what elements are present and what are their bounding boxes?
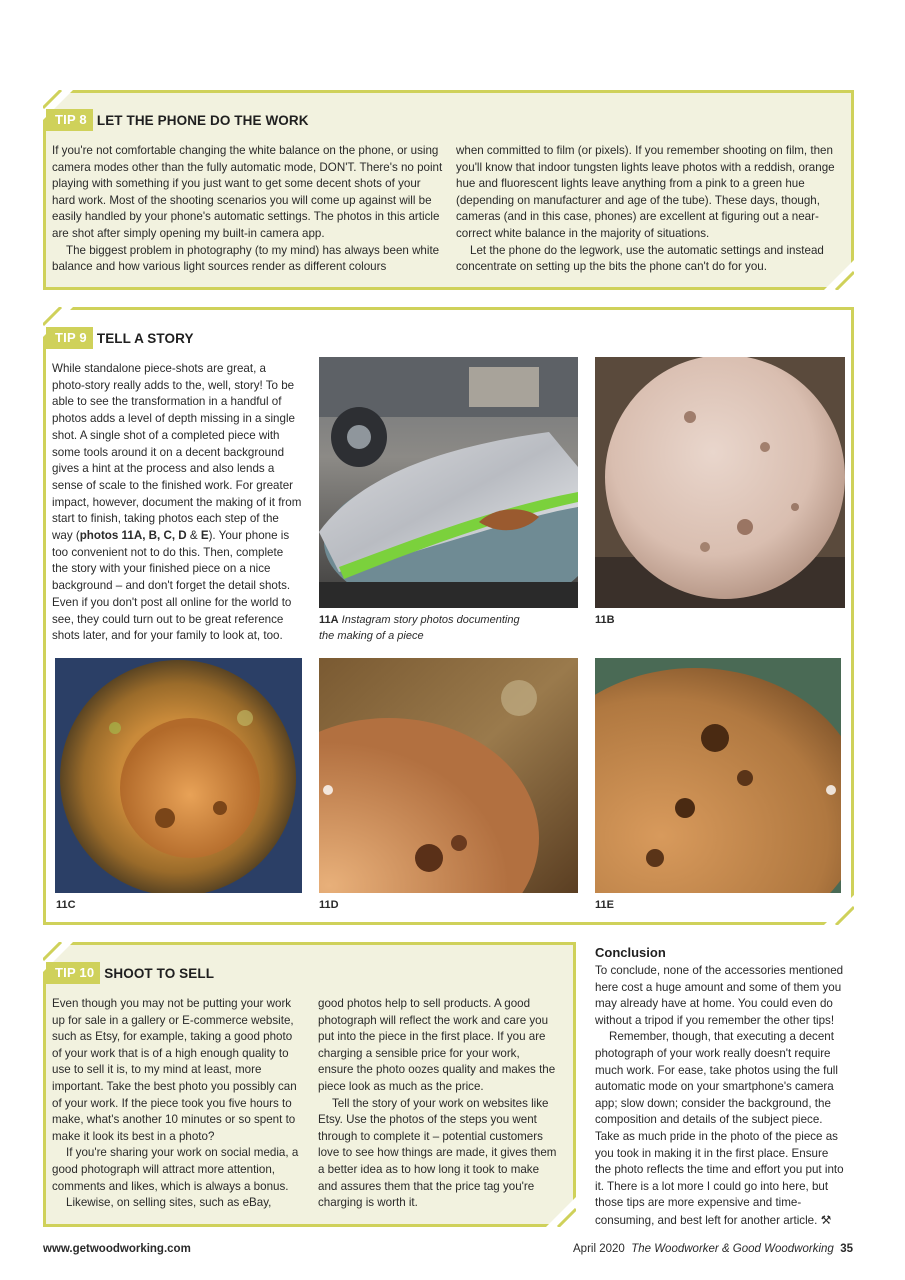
paragraph: To conclude, none of the accessories mentioned here cost a huge amount and some of them you may already have at home. You could even do without a tripod if you remember the other tips! xyxy=(595,964,844,1027)
tip10-title: SHOOT TO SELL xyxy=(104,965,215,981)
lathe-photo-illustration xyxy=(319,357,578,608)
text-run: ). Your phone is too convenient not to do this. Then, complete the story with your finished piece on a nice background – and don't forget the detail shots. Even if you don't post all online for the world to see, they could turn out to be great reference shots later, and for your family to look at, too. xyxy=(52,529,292,643)
page-number: 35 xyxy=(840,1243,853,1255)
footer-magazine: The Woodworker & Good Woodworking xyxy=(631,1243,834,1255)
caption-11c xyxy=(56,897,76,913)
caption-11d xyxy=(319,897,339,913)
text-run: & xyxy=(186,529,201,543)
tip8-title: LET THE PHONE DO THE WORK xyxy=(96,112,309,128)
tip10-badge: TIP 10 xyxy=(46,962,100,984)
tip8-column-2 xyxy=(456,143,841,276)
tip9-body xyxy=(52,361,302,645)
caption-11b xyxy=(595,612,615,628)
caption-label: 11E xyxy=(595,899,614,911)
paragraph: Likewise, on selling sites, such as eBay, xyxy=(66,1196,272,1210)
photo-11d xyxy=(319,658,578,893)
corner-cut xyxy=(824,895,854,925)
end-mark-icon: ⚒ xyxy=(820,1212,832,1227)
conclusion-heading: Conclusion xyxy=(595,945,666,960)
caption-text: Instagram story photos documenting the making of a piece xyxy=(319,614,520,642)
photo-11b xyxy=(595,357,845,608)
paragraph xyxy=(595,1029,845,1229)
tip9-title: TELL A STORY xyxy=(96,330,194,346)
conclusion-body xyxy=(595,963,845,1230)
paragraph: The biggest problem in photography (to my mind) has always been white balance and how various light sources render as different colours xyxy=(52,243,440,274)
paragraph: If you're sharing your work on social media, a good photograph will attract more attention, comments and likes, which is always a bonus. xyxy=(52,1146,299,1193)
caption-label: 11C xyxy=(56,899,76,911)
caption-label: 11D xyxy=(319,899,339,911)
caption-label: 11A xyxy=(319,614,339,626)
disc-photo-illustration xyxy=(595,357,845,608)
bowl-detail-illustration xyxy=(319,658,578,893)
footer-date: April 2020 xyxy=(573,1243,625,1255)
burl-detail-illustration xyxy=(595,658,841,893)
tip9-badge: TIP 9 xyxy=(46,327,93,349)
paragraph: good photos help to sell products. A good photograph will reflect the work and care you put into the piece in the first place. If you are charging a sensible price for your work, ensure the photo oozes quality and makes the piece look as much as the price. xyxy=(318,997,556,1093)
text-run: While standalone piece-shots are great, a photo-story really adds to the, well, story! To be able to see the transformation in a handful of photos adds a level of depth missing in a single shot. A single shot of a completed piece with some tools around it on a decent background gives a hint at the process and also lends a sense of scale to the finished work. For greater impact, however, document the making of it from start to finish, taking photos each step of the way ( xyxy=(52,362,302,543)
caption-11e xyxy=(595,897,614,913)
photo-11c xyxy=(55,658,302,893)
footer-issue xyxy=(573,1243,853,1255)
text-run: Remember, though, that executing a decent photograph of your work really doesn't require much work. For ease, take photos using the full automatic mode on your smartphone's camera app; slow down; consider the background, the composition and details of the subject piece. Take as much pride in the photo of the piece as you took in making it in the first place. Ensure the photo reflects the time and effort you put into it. There is a lot more I could go into here, but those tips are more expensive and time-consuming, and best left for another article. xyxy=(595,1030,844,1227)
footer-website: www.getwoodworking.com xyxy=(43,1243,191,1255)
bowl-photo-illustration xyxy=(55,658,302,893)
paragraph xyxy=(52,361,302,645)
photo-11e xyxy=(595,658,841,893)
bold-text: photos 11A, B, C, D xyxy=(79,529,187,543)
tip8-heading xyxy=(46,109,309,131)
caption-11a xyxy=(319,612,534,644)
paragraph: Tell the story of your work on websites like Etsy. Use the photos of the steps you went through to complete it – potential customers love to see how things are made, it gives them a better idea as to how long it took to make and assures them that the price tag you're charging is worth it. xyxy=(318,1096,557,1210)
tip10-column-1 xyxy=(52,996,302,1212)
tip10-heading xyxy=(46,962,214,984)
paragraph: Let the phone do the legwork, use the automatic settings and instead concentrate on setting up the bits the phone can't do for you. xyxy=(456,243,824,274)
tip10-column-2 xyxy=(318,996,558,1212)
tip9-heading xyxy=(46,327,194,349)
photo-11a xyxy=(319,357,578,608)
paragraph: Even though you may not be putting your work up for sale in a gallery or E-commerce website, such as Etsy, for example, taking a good photo of your work that is of a high enough quality to use to sell it is, to my mind at least, more important. Take the best photo you possibly can of your work. If the piece took you five hours to make, what's another 10 minutes or so spent to make it look its best in a photo? xyxy=(52,997,297,1143)
paragraph: If you're not comfortable changing the white balance on the phone, or using camera modes other than the fully automatic mode, DON'T. There's no point playing with something if you just want to get some decent shots of your hard work. Most of the shooting scenarios you will come up against will be easily handled by your phone's automatic settings. The photos in this article are shot after simply opening my built-in camera app. xyxy=(52,144,443,240)
caption-label: 11B xyxy=(595,614,615,626)
tip8-column-1 xyxy=(52,143,444,276)
paragraph: when committed to film (or pixels). If you remember shooting on film, then you'll know that indoor tungsten lights leave photos with a reddish, orange hue and fluorescent lights leave anything from a pink to a green hue (depending on manufacturer and age of the tube). These days, though, cameras (and in this case, phones) are excellent at figuring out a near-correct white balance in the majority of situations. xyxy=(456,144,835,240)
tip8-badge: TIP 8 xyxy=(46,109,93,131)
bold-text: E xyxy=(200,529,209,543)
